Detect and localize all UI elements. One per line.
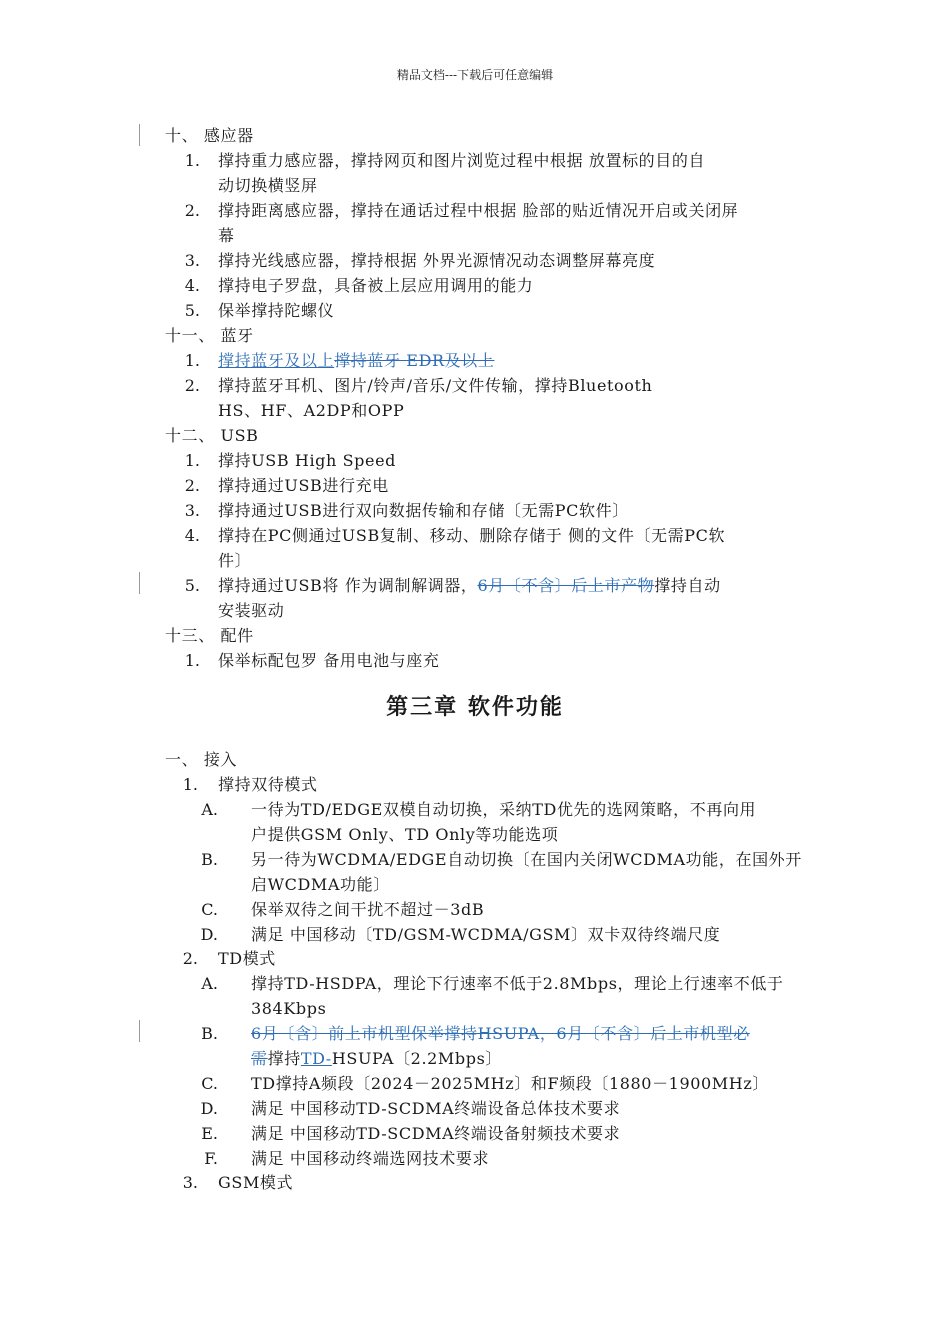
list-item: 撑持距离感应器，撑持在通话过程中根据 脸部的贴近情况开启或关闭屏 [218, 201, 739, 220]
list-number: 1. [184, 451, 200, 470]
list-number: 2. [182, 949, 198, 968]
list-number: 4. [184, 526, 200, 545]
list-number: 2. [184, 476, 200, 495]
list-letter: A. [201, 974, 218, 993]
deleted-text: 需 [251, 1049, 268, 1068]
list-item-revision [251, 1022, 750, 1046]
revision-bar [139, 572, 140, 594]
list-number: 3. [184, 501, 200, 520]
list-item-continuation: HS、HF、A2DP和OPP [218, 401, 405, 420]
list-letter: F. [204, 1149, 218, 1168]
section-title: 十二、 USB [165, 426, 259, 445]
sub-heading: 撑持双待模式 [218, 775, 318, 794]
list-item-continuation: 件〕 [218, 551, 252, 570]
deleted-text: 6月〔含〕前上市机型保举撑持HSUPA，6月〔不含〕后上市机型必 [251, 1024, 750, 1043]
list-letter: B. [201, 850, 218, 869]
list-item-continuation: 幕 [218, 226, 235, 245]
list-item-continuation: 安装驱动 [218, 601, 285, 620]
list-letter: C. [201, 1074, 218, 1093]
list-item: 撑持光线感应器，撑持根据 外界光源情况动态调整屏幕亮度 [218, 251, 656, 270]
list-item: 满足 中国移动终端选网技术要求 [251, 1149, 490, 1168]
item-text: 撑持自动 [654, 576, 721, 595]
deleted-text: 撑持蓝牙 EDR及以上 [334, 351, 495, 370]
list-letter: E. [201, 1124, 218, 1143]
list-item-revision [251, 1047, 502, 1071]
page-header: 精品文档---下载后可任意编辑 [396, 68, 554, 82]
section-title: 十三、 配件 [165, 626, 254, 645]
list-letter: B. [201, 1024, 218, 1043]
list-item: 撑持在PC侧通过USB复制、移动、删除存储于 侧的文件〔无需PC软 [218, 526, 726, 545]
list-item: 撑持TD-HSDPA，理论下行速率不低于2.8Mbps，理论上行速率不低于 [251, 974, 784, 993]
list-number: 4. [184, 276, 200, 295]
sub-heading: GSM模式 [218, 1173, 294, 1192]
list-item-continuation: 384Kbps [251, 999, 327, 1018]
list-item: 撑持通过USB进行充电 [218, 476, 389, 495]
revision-bar [139, 124, 140, 146]
list-item: 撑持电子罗盘，具备被上层应用调用的能力 [218, 276, 534, 295]
item-text: 撑持通过USB将 作为调制解调器， [218, 576, 478, 595]
inserted-text: TD- [300, 1049, 332, 1068]
chapter-title: 第三章 软件功能 [386, 695, 564, 720]
list-item: 一待为TD/EDGE双模自动切换，采纳TD优先的选网策略，不再向用 [251, 800, 757, 819]
list-number: 2. [184, 201, 200, 220]
list-letter: C. [201, 900, 218, 919]
list-number: 3. [182, 1173, 198, 1192]
list-item: 撑持USB High Speed [218, 451, 396, 470]
list-item: 保举撑持陀螺仪 [218, 301, 335, 320]
list-letter: A. [201, 800, 218, 819]
section-title: 一、 接入 [165, 750, 238, 769]
list-item: TD撑持A频段〔2024－2025MHz〕和F频段〔1880－1900MHz〕 [251, 1074, 769, 1093]
list-number: 1. [184, 651, 200, 670]
list-number: 1. [182, 775, 198, 794]
list-item: 满足 中国移动TD-SCDMA终端设备总体技术要求 [251, 1099, 621, 1118]
list-item-revision [218, 574, 721, 598]
list-item: 满足 中国移动TD-SCDMA终端设备射频技术要求 [251, 1124, 621, 1143]
list-number: 1. [184, 151, 200, 170]
list-item: 撑持蓝牙耳机、图片/铃声/音乐/文件传输，撑持Bluetooth [218, 376, 653, 395]
list-item-continuation: 启WCDMA功能〕 [251, 875, 390, 894]
section-title: 十、 感应器 [165, 126, 254, 145]
list-item: 另一待为WCDMA/EDGE自动切换〔在国内关闭WCDMA功能，在国外开 [251, 850, 802, 869]
sub-heading: TD模式 [218, 949, 276, 968]
deleted-text: 6月〔不含〕后上市产物 [477, 576, 655, 595]
inserted-text: 撑持蓝牙及以上 [218, 351, 335, 370]
list-item: 保举标配包罗 备用电池与座充 [218, 651, 440, 670]
list-number: 2. [184, 376, 200, 395]
list-number: 3. [184, 251, 200, 270]
list-item-revision [218, 349, 494, 373]
list-item-continuation: 户提供GSM Only、TD Only等功能选项 [251, 825, 559, 844]
list-item-continuation: 动切换横竖屏 [218, 176, 318, 195]
list-item: 保举双待之间干扰不超过－3dB [251, 900, 485, 919]
list-number: 5. [184, 576, 200, 595]
list-letter: D. [200, 1099, 218, 1118]
list-number: 1. [184, 351, 200, 370]
section-title: 十一、 蓝牙 [165, 326, 254, 345]
list-item: 满足 中国移动〔TD/GSM-WCDMA/GSM〕双卡双待终端尺度 [251, 925, 721, 944]
list-item: 撑持重力感应器，撑持网页和图片浏览过程中根据 放置标的目的自 [218, 151, 706, 170]
item-text: 撑持 [267, 1049, 301, 1068]
list-letter: D. [200, 925, 218, 944]
list-item: 撑持通过USB进行双向数据传输和存储〔无需PC软件〕 [218, 501, 629, 520]
list-number: 5. [184, 301, 200, 320]
revision-bar [139, 1020, 140, 1042]
item-text: HSUPA〔2.2Mbps〕 [331, 1049, 503, 1068]
